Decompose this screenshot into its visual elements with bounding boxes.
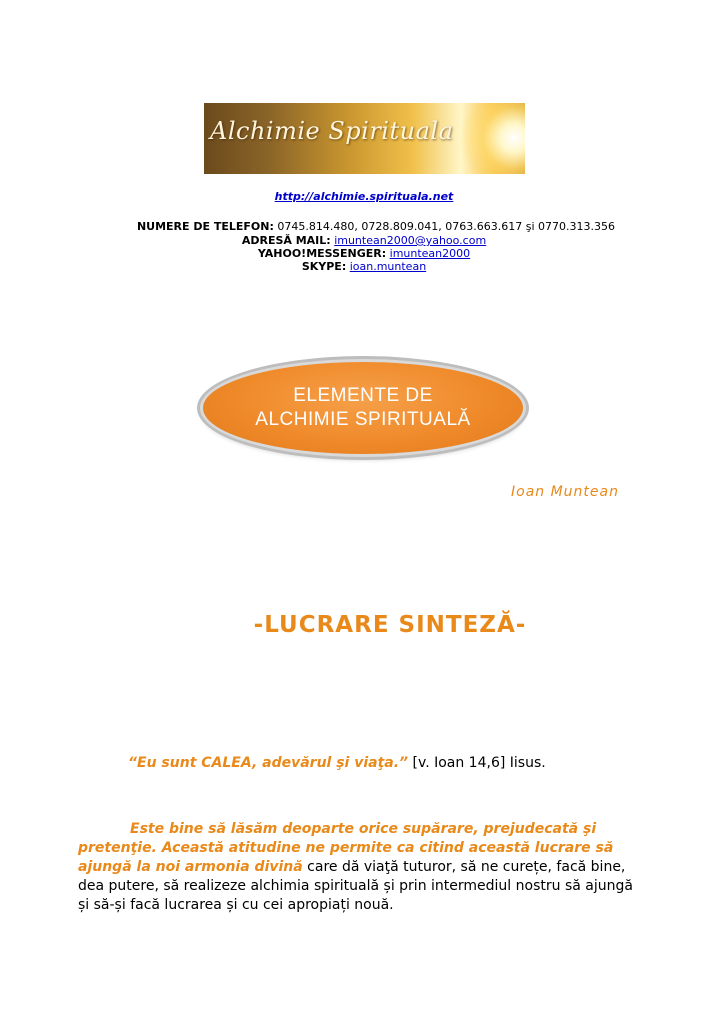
yahoo-line <box>0 247 728 260</box>
quote-ref: [v. Ioan 14,6] Iisus. <box>408 755 546 771</box>
phones-value: 0745.814.480, 0728.809.041, 0763.663.617 şi 0770.313.356 <box>273 220 616 233</box>
title-badge <box>203 362 523 454</box>
site-link[interactable]: http://alchimie.spirituala.net <box>274 190 454 203</box>
skype-line <box>0 260 728 273</box>
author-name: Ioan Muntean <box>511 484 619 500</box>
paragraph-normal: care dă viaţă tuturor, să ne curețe, facă bine, dea putere, să realizeze alchimia spirituală și prin intermediul nostru să ajungă și să-și facă lucrarea și cu cei apropiați nouă. <box>78 859 633 913</box>
email-label: ADRESĂ MAIL: <box>241 234 331 247</box>
phone-line <box>12 220 728 233</box>
skype-link[interactable]: ioan.muntean <box>349 260 427 273</box>
quote-text: “Eu sunt CALEA, adevărul şi viaţa.” <box>128 755 409 771</box>
badge-line-1: ELEMENTE DE <box>293 385 433 406</box>
paragraph-emphasis: Este bine să lăsăm deoparte orice supărare, prejudecată şi pretenţie. Această atitudine ne permite ca citind această lucrare să ajungă la noi armonia divină <box>78 821 614 875</box>
sun-glow <box>459 103 525 174</box>
banner-image <box>204 103 525 174</box>
quote <box>128 755 546 771</box>
badge-line-2: ALCHIMIE SPIRITUALĂ <box>255 409 471 430</box>
yahoo-label: YAHOO!MESSENGER: <box>257 247 387 260</box>
banner-title: Alchimie Spirituala <box>210 117 454 145</box>
intro-paragraph <box>78 820 648 915</box>
skype-label: SKYPE: <box>301 260 347 273</box>
yahoo-link[interactable]: imuntean2000 <box>389 247 471 260</box>
phones-label: NUMERE DE TELEFON: <box>136 220 274 233</box>
email-line <box>0 234 728 247</box>
section-heading: -LUCRARE SINTEZĂ- <box>253 612 527 638</box>
email-link[interactable]: imuntean2000@yahoo.com <box>334 234 487 247</box>
